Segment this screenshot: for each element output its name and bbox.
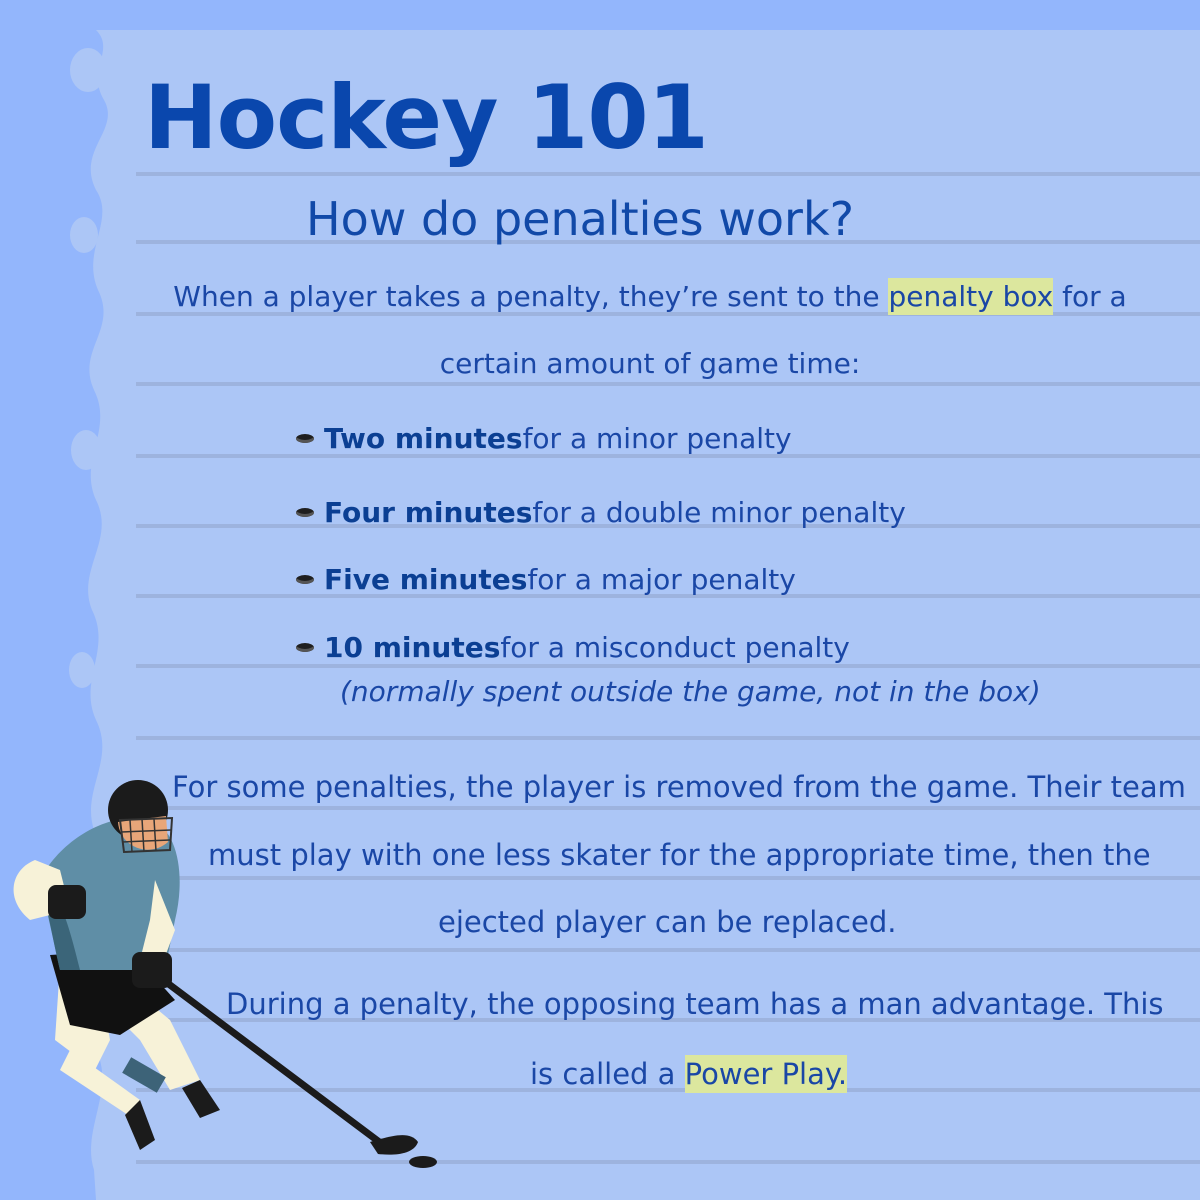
penalty-box-highlight: penalty box: [888, 280, 1054, 313]
removal-paragraph-line: ejected player can be replaced.: [438, 905, 897, 939]
misconduct-note: (normally spent outside the game, not in the box): [340, 675, 1041, 708]
penalty-list-item: [296, 496, 906, 529]
penalty-duration: Five minutes: [324, 563, 528, 596]
removal-paragraph-line: For some penalties, the player is removed from the game. Their team: [172, 770, 1186, 804]
penalty-list-item: [296, 422, 792, 455]
page-subtitle: How do penalties work?: [306, 192, 855, 246]
rule-line: [136, 664, 1200, 668]
rule-line: [136, 382, 1200, 386]
penalty-duration: 10 minutes: [324, 631, 501, 664]
penalty-list-item: [296, 563, 796, 596]
rule-line: [136, 736, 1200, 740]
puck-bullet-icon: [296, 508, 314, 517]
penalty-description: for a misconduct penalty: [500, 631, 850, 664]
intro-line-1: [140, 280, 1160, 313]
power-play-highlight: Power Play.: [684, 1057, 848, 1091]
power-play-text: is called a: [530, 1057, 685, 1091]
removal-paragraph-line: must play with one less skater for the appropriate time, then the: [208, 838, 1151, 872]
intro-line-2: certain amount of game time:: [439, 347, 861, 380]
penalty-duration: Two minutes: [324, 422, 523, 455]
intro-text: for a: [1053, 280, 1127, 313]
puck-bullet-icon: [296, 434, 314, 443]
page-title: Hockey 101: [144, 66, 708, 169]
penalty-description: for a major penalty: [527, 563, 796, 596]
penalty-description: for a double minor penalty: [532, 496, 906, 529]
penalty-description: for a minor penalty: [522, 422, 792, 455]
puck-bullet-icon: [296, 575, 314, 584]
penalty-list-item: [296, 631, 850, 664]
puck-bullet-icon: [296, 643, 314, 652]
penalty-duration: Four minutes: [324, 496, 533, 529]
power-play-paragraph-line: [530, 1057, 847, 1091]
power-play-paragraph-line: During a penalty, the opposing team has a man advantage. This: [226, 987, 1164, 1021]
hockey-player-illustration: [0, 770, 440, 1170]
rule-line: [136, 172, 1200, 176]
intro-text: When a player takes a penalty, they’re sent to the: [173, 280, 889, 313]
